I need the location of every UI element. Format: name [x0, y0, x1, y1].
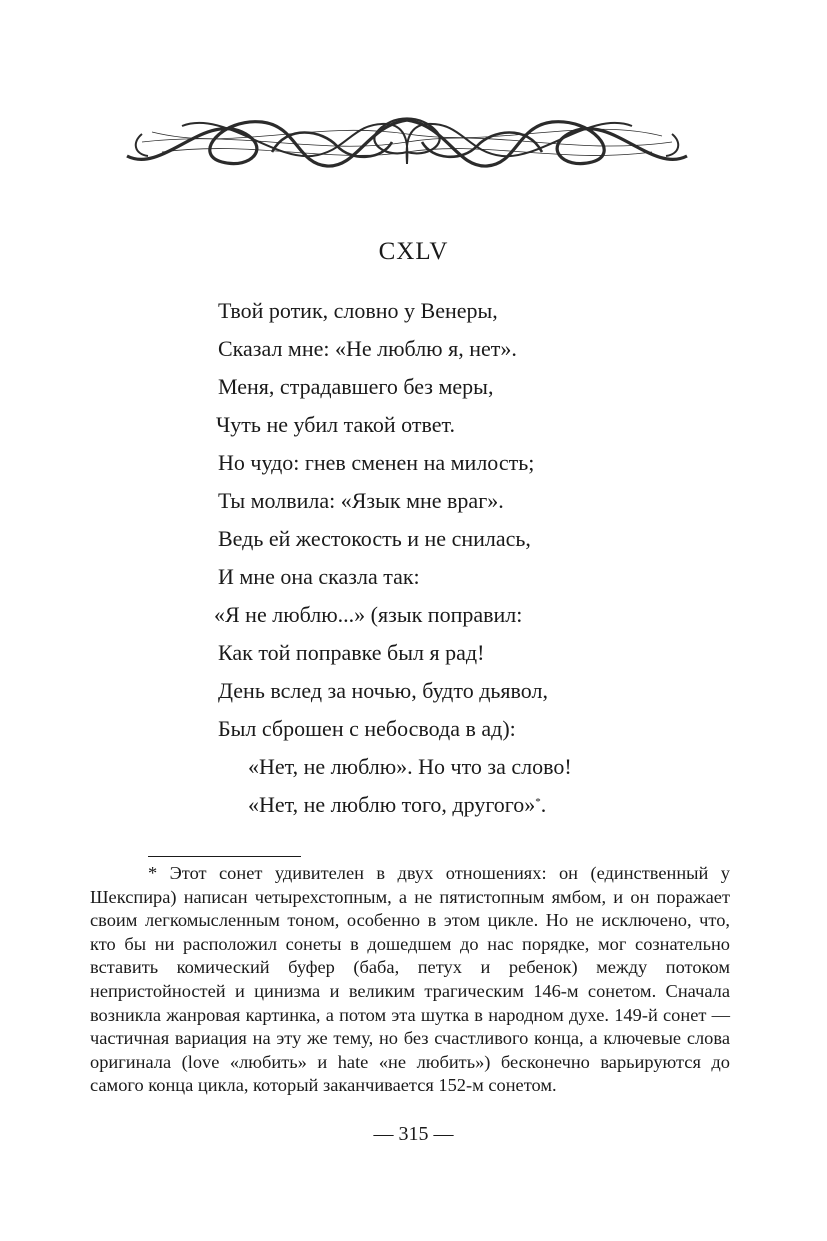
footnote-marker: *	[148, 863, 158, 883]
poem-line: И мне она сказла так:	[218, 564, 420, 589]
poem-line-text: «Нет, не люблю того, другого»	[248, 792, 536, 817]
poem-line: «Нет, не люблю». Но что за слово!	[248, 754, 572, 779]
footnote-separator	[148, 856, 301, 857]
poem-line: Сказал мне: «Не люблю я, нет».	[218, 336, 517, 361]
poem-line: Как той поправке был я рад!	[218, 640, 485, 665]
footnote	[90, 862, 730, 1098]
poem-last-line	[248, 790, 546, 820]
sonnet-number-heading: CXLV	[378, 238, 449, 265]
poem-line: Ведь ей жестокость и не снилась,	[218, 526, 531, 551]
poem-line: Ты молвила: «Язык мне враг».	[218, 488, 504, 513]
footnote-text: Этот сонет удивителен в двух отношениях: он (единственный у Шекспира) написан четырехстопным, а не пятистопным ямбом, и он поражает своим легкомысленным тоном, особенно в этом цикле. Но не исключено, что, кто бы ни расположил сонеты в дошедшем до нас порядке, мог сознательно вставить комический буфер (баба, петух и ребенок) между потоком непристойностей и цинизма и великим трагическим 146-м сонетом. Сначала возникла жанровая картинка, а потом эта шутка в народном духе. 149-й сонет — частичная вариация на эту же тему, но без счастливого конца, а ключевые слова оригинала (love «любить» и hate «не любить») бесконечно варьируются до самого конца цикла, который заканчивается 152-м сонетом.	[90, 863, 730, 1096]
poem-line: День вслед за ночью, будто дьявол,	[218, 678, 548, 703]
poem-line: Меня, страдавшего без меры,	[218, 374, 494, 399]
poem-line: Твой ротик, словно у Венеры,	[218, 298, 498, 323]
poem-line: Был сброшен с небосвода в ад):	[218, 716, 516, 741]
page-number: — 315 —	[373, 1123, 454, 1145]
poem-line: Но чудо: гнев сменен на милость;	[218, 450, 535, 475]
footnote-reference-marker: *	[535, 796, 541, 808]
decorative-scroll-ornament-icon	[122, 112, 692, 174]
poem-final-period: .	[540, 792, 547, 817]
poem-line: «Я не люблю...» (язык поправил:	[214, 602, 523, 627]
poem-line: Чуть не убил такой ответ.	[216, 412, 455, 437]
